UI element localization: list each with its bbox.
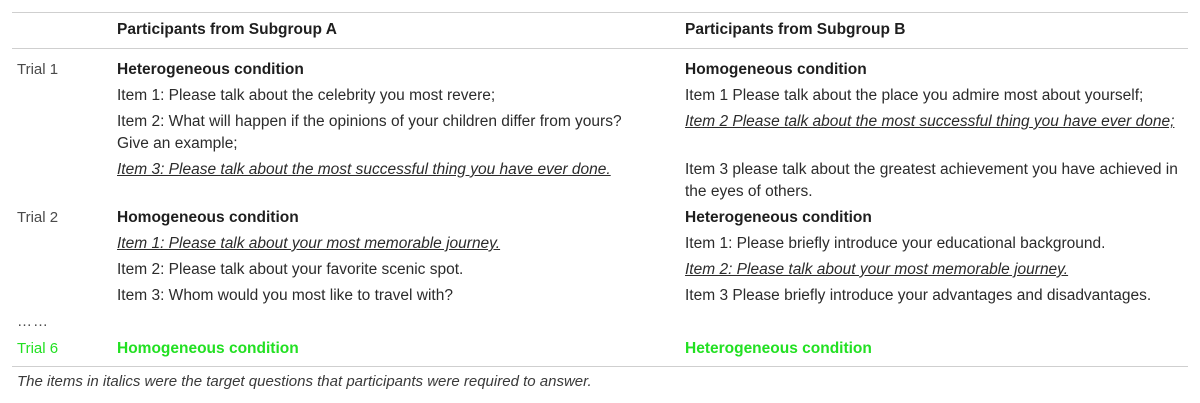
trial-2-b-item-1: Item 1: Please briefly introduce your educational background. [685,235,1106,252]
trial-2-b-item-2-target: Item 2: Please talk about your most memorable journey. [685,261,1069,278]
header-rule [12,48,1188,49]
trial-6-label: Trial 6 [17,340,59,357]
trial-2-a-item-1-target: Item 1: Please talk about your most memorable journey. [117,235,501,252]
trial-1-label: Trial 1 [17,61,59,78]
trial-6-b-condition: Heterogeneous condition [685,340,872,357]
trial-2-b-item-3: Item 3 Please briefly introduce your advantages and disadvantages. [685,287,1152,304]
table-bottom-rule [12,366,1188,367]
trial-1-b-item-2-target: Item 2 Please talk about the most successful thing you have ever done; [685,113,1175,130]
trial-ellipsis: …… [17,313,49,330]
header-subgroup-a: Participants from Subgroup A [117,21,337,38]
trial-1-b-condition: Homogeneous condition [685,61,867,78]
table-top-rule [12,12,1188,13]
trial-1-a-item-2: Item 2: What will happen if the opinions of your children differ from yours? Give an example; [117,113,622,152]
trial-1-a-item-1: Item 1: Please talk about the celebrity you most revere; [117,87,496,104]
trial-1-b-item-1: Item 1 Please talk about the place you admire most about yourself; [685,87,1144,104]
trial-2-a-item-2: Item 2: Please talk about your favorite scenic spot. [117,261,464,278]
table-footnote: The items in italics were the target questions that participants were required to answer. [17,373,592,390]
trial-1-b-item-3: Item 3 please talk about the greatest achievement you have achieved in the eyes of others. [685,161,1178,200]
header-subgroup-b: Participants from Subgroup B [685,21,906,38]
trial-2-label: Trial 2 [17,209,59,226]
trial-2-a-item-3: Item 3: Whom would you most like to travel with? [117,287,453,304]
trial-2-b-condition: Heterogeneous condition [685,209,872,226]
trial-1-a-condition: Heterogeneous condition [117,61,304,78]
trial-2-a-condition: Homogeneous condition [117,209,299,226]
trial-6-a-condition: Homogeneous condition [117,340,299,357]
trial-1-a-item-3-target: Item 3: Please talk about the most successful thing you have ever done. [117,161,611,178]
